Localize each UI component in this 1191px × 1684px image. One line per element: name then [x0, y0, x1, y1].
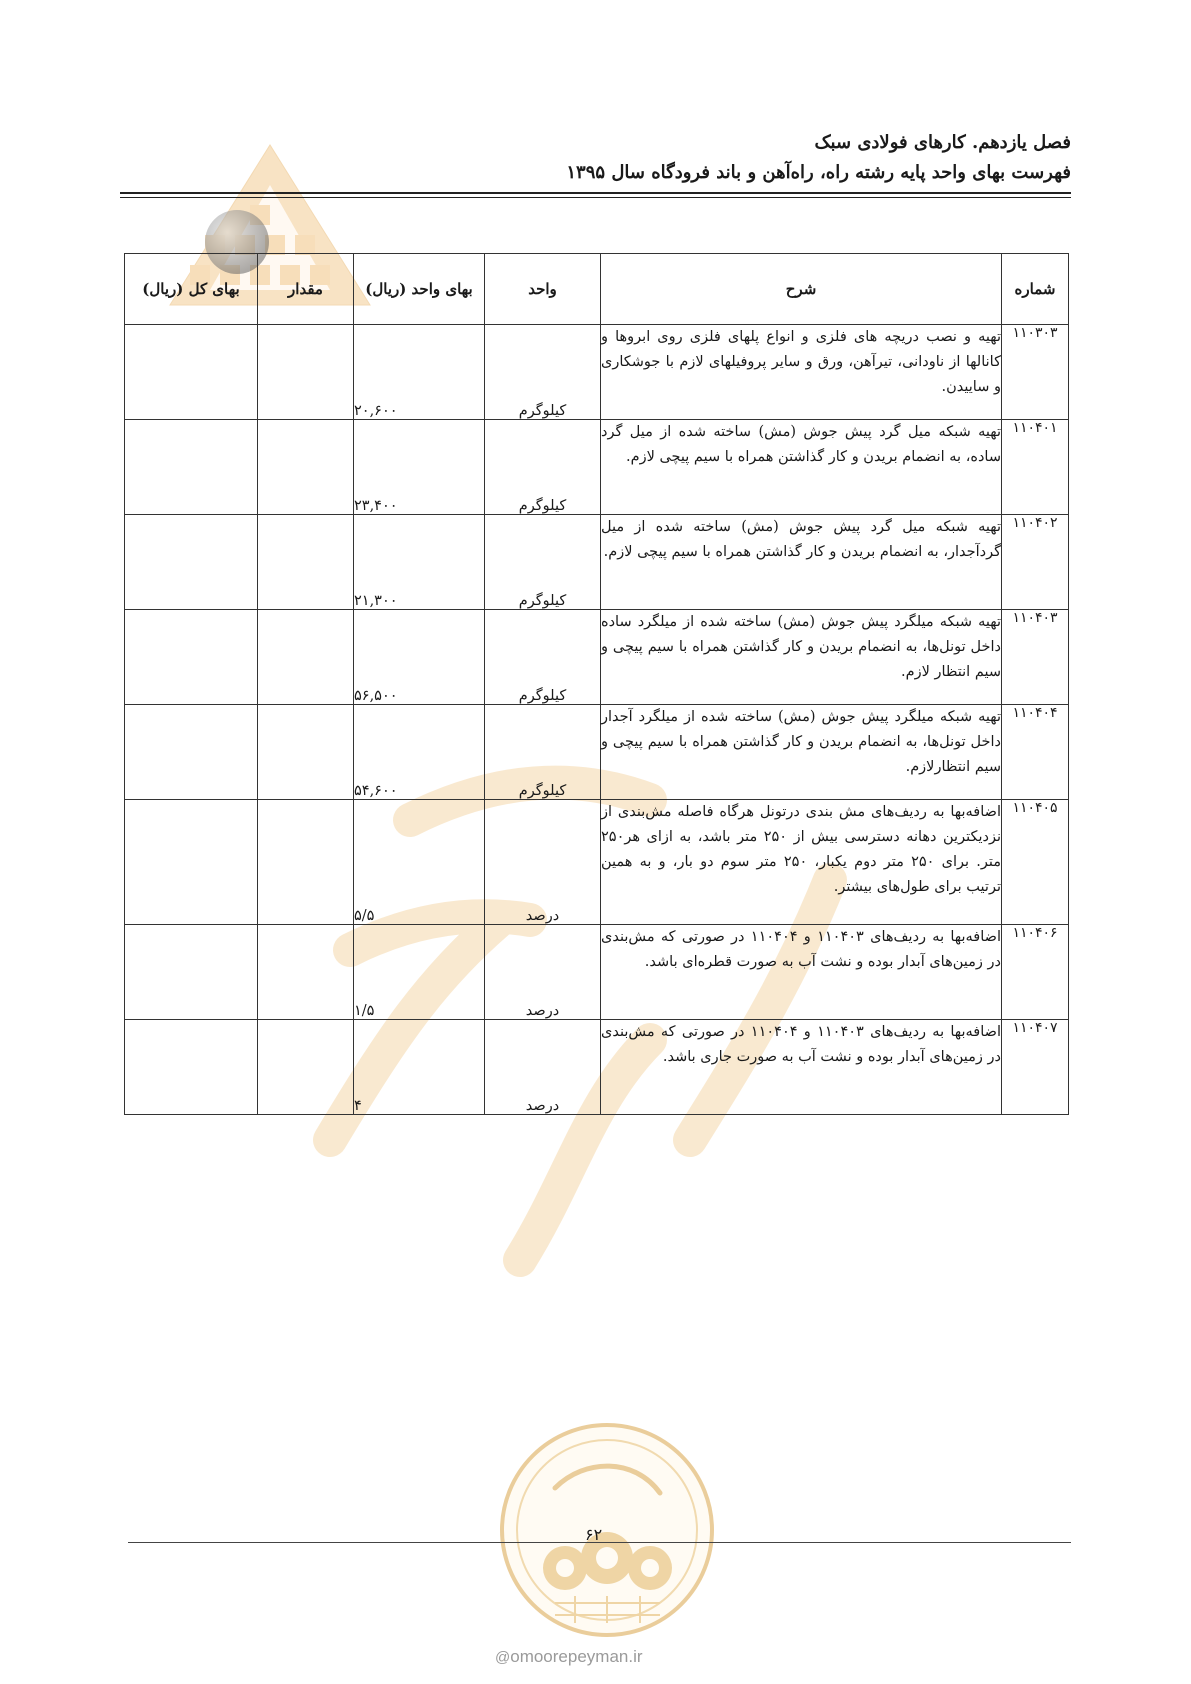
- table-header-row: [125, 254, 1069, 325]
- row-total: [125, 610, 258, 705]
- row-unit-price: ۲۱,۳۰۰: [354, 515, 485, 610]
- row-number: ۱۱۰۴۰۲: [1002, 515, 1069, 610]
- row-number: ۱۱۰۴۰۶: [1002, 925, 1069, 1020]
- row-total: [125, 1020, 258, 1115]
- row-quantity: [258, 705, 354, 800]
- col-header-description: شرح: [601, 254, 1002, 325]
- watermark-seal: [495, 1418, 720, 1643]
- price-list-table: [124, 253, 1069, 1115]
- table-row: [125, 515, 1069, 610]
- at-icon: @: [495, 1649, 511, 1666]
- row-number: ۱۱۰۳۰۳: [1002, 325, 1069, 420]
- row-description: تهیه و نصب دریچه های فلزی و انواع پلهای فلزی روی ابروها و کانالها از ناودانی، تیرآهن، ورق و سایر پروفیلهای لازم با جوشکاری و ساییدن.: [601, 325, 1002, 420]
- row-total: [125, 420, 258, 515]
- row-description: اضافه‌بها به ردیف‌های ۱۱۰۴۰۳ و ۱۱۰۴۰۴ در صورتی که مش‌بندی در زمین‌های آبدار بوده و نشت آب به صورت جاری باشد.: [601, 1020, 1002, 1115]
- row-unit: درصد: [485, 925, 601, 1020]
- table-row: [125, 610, 1069, 705]
- row-unit-price: ۵/۵: [354, 800, 485, 925]
- page-number: ۶۲: [585, 1525, 603, 1544]
- table-row: [125, 705, 1069, 800]
- row-number: ۱۱۰۴۰۱: [1002, 420, 1069, 515]
- row-quantity: [258, 610, 354, 705]
- row-total: [125, 325, 258, 420]
- website-watermark: [495, 1647, 643, 1667]
- header-rule-thick: [120, 192, 1071, 194]
- row-unit-price: ۴: [354, 1020, 485, 1115]
- row-unit: کیلوگرم: [485, 610, 601, 705]
- row-unit-price: ۵۶,۵۰۰: [354, 610, 485, 705]
- row-description: اضافه‌بها به ردیف‌های ۱۱۰۴۰۳ و ۱۱۰۴۰۴ در صورتی که مش‌بندی در زمین‌های آبدار بوده و نشت آب به صورت قطره‌ای باشد.: [601, 925, 1002, 1020]
- row-description: تهیه شبکه میل گرد پیش جوش (مش) ساخته شده از میل گرد ساده، به انضمام بریدن و کار گذاشتن همراه با سیم پیچی لازم.: [601, 420, 1002, 515]
- row-description: اضافه‌بها به ردیف‌های مش بندی درتونل هرگاه فاصله مش‌بندی از نزدیکترین دهانه دسترسی بیش از ۲۵۰ متر باشد، به ازای هر۲۵۰ متر. برای ۲۵۰ متر دوم یکبار، ۲۵۰ متر سوم دو بار، و به همین ترتیب برای طول‌های بیشتر.: [601, 800, 1002, 925]
- row-quantity: [258, 325, 354, 420]
- header-rule-thin: [120, 197, 1071, 198]
- col-header-total: بهای کل (ریال): [125, 254, 258, 325]
- table-row: [125, 325, 1069, 420]
- row-description: تهیه شبکه میلگرد پیش جوش (مش) ساخته شده از میلگرد آجدار داخل تونل‌ها، به انضمام بریدن و کار گذاشتن همراه با سیم پیچی و سیم انتظارلازم.: [601, 705, 1002, 800]
- row-unit: درصد: [485, 800, 601, 925]
- col-header-number: شماره: [1002, 254, 1069, 325]
- table-row: [125, 925, 1069, 1020]
- row-description: تهیه شبکه میل گرد پیش جوش (مش) ساخته شده از میل گردآجدار، به انضمام بریدن و کار گذاشتن همراه با سیم پیچی لازم.: [601, 515, 1002, 610]
- website-text: omoorepeyman.ir: [510, 1647, 643, 1666]
- row-unit-price: ۲۳,۴۰۰: [354, 420, 485, 515]
- table-row: [125, 800, 1069, 925]
- row-unit: کیلوگرم: [485, 705, 601, 800]
- row-unit-price: ۱/۵: [354, 925, 485, 1020]
- row-unit: کیلوگرم: [485, 515, 601, 610]
- row-total: [125, 515, 258, 610]
- row-total: [125, 705, 258, 800]
- page-header: [566, 128, 1071, 188]
- document-subtitle: فهرست بهای واحد پایه رشته راه، راه‌آهن و باند فرودگاه سال ۱۳۹۵: [566, 162, 1071, 183]
- row-number: ۱۱۰۴۰۳: [1002, 610, 1069, 705]
- row-quantity: [258, 420, 354, 515]
- row-number: ۱۱۰۴۰۷: [1002, 1020, 1069, 1115]
- row-total: [125, 925, 258, 1020]
- row-quantity: [258, 800, 354, 925]
- col-header-unit: واحد: [485, 254, 601, 325]
- chapter-title: فصل یازدهم. کارهای فولادی سبک: [814, 132, 1071, 153]
- row-number: ۱۱۰۴۰۴: [1002, 705, 1069, 800]
- row-quantity: [258, 925, 354, 1020]
- col-header-quantity: مقدار: [258, 254, 354, 325]
- col-header-unit-price: بهای واحد (ریال): [354, 254, 485, 325]
- row-quantity: [258, 1020, 354, 1115]
- row-unit-price: ۵۴,۶۰۰: [354, 705, 485, 800]
- row-number: ۱۱۰۴۰۵: [1002, 800, 1069, 925]
- row-unit: درصد: [485, 1020, 601, 1115]
- row-quantity: [258, 515, 354, 610]
- row-total: [125, 800, 258, 925]
- row-unit-price: ۲۰,۶۰۰: [354, 325, 485, 420]
- row-unit: کیلوگرم: [485, 325, 601, 420]
- row-unit: کیلوگرم: [485, 420, 601, 515]
- row-description: تهیه شبکه میلگرد پیش جوش (مش) ساخته شده از میلگرد ساده داخل تونل‌ها، به انضمام بریدن و کار گذاشتن همراه با سیم پیچی و سیم انتظار لازم.: [601, 610, 1002, 705]
- table-row: [125, 1020, 1069, 1115]
- table-row: [125, 420, 1069, 515]
